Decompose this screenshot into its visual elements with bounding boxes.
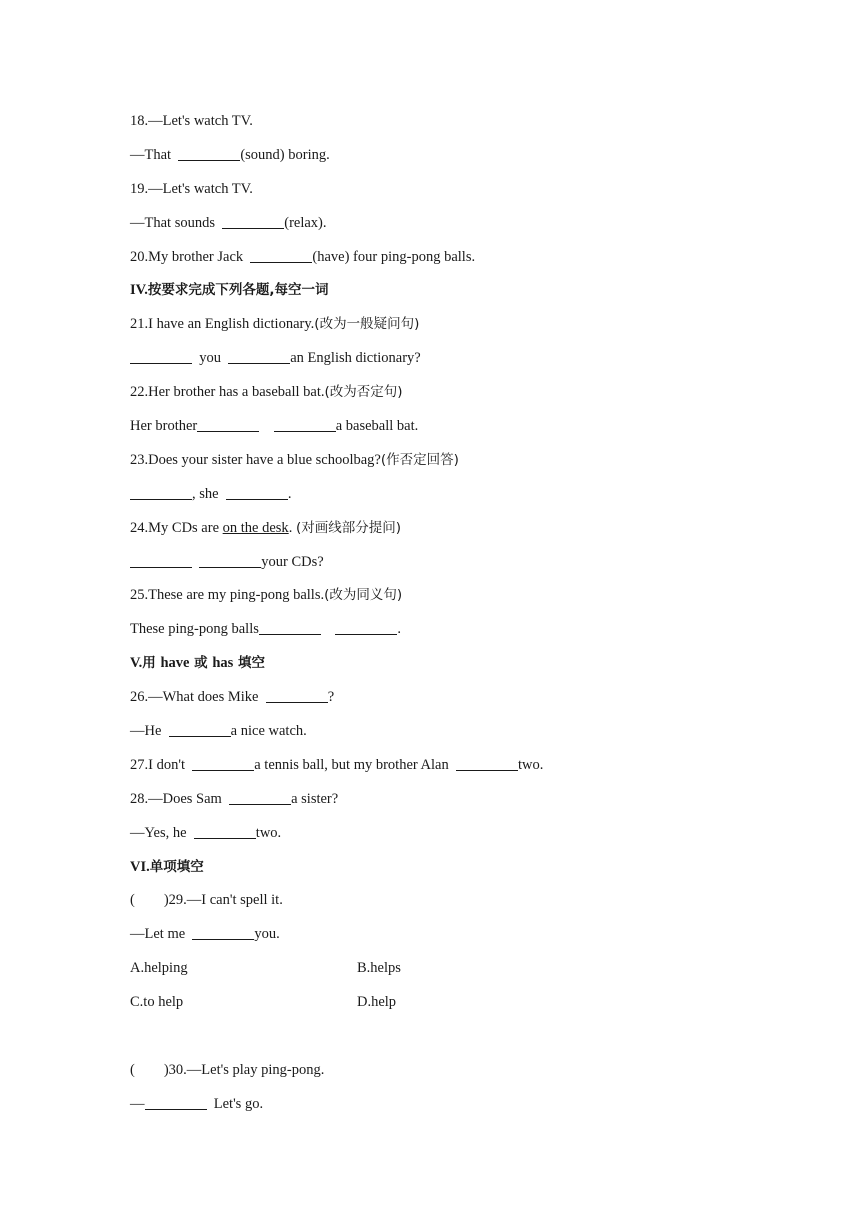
answer-blank[interactable] [335,619,397,635]
q24-line2 [130,552,810,586]
section-number: IV. [130,282,148,299]
spacer [130,1026,810,1060]
q29-text: 29.—I can't spell it. [168,892,283,909]
q19-text: 19.—Let's watch TV. [130,180,253,197]
q21-line2 [130,348,810,382]
q25-text: 25.These are my ping-pong balls. [130,587,325,604]
option-c[interactable]: C.to help [130,994,184,1011]
q22-text: 22.Her brother has a baseball bat. [130,384,325,401]
q21-text: 21.I have an English dictionary. [130,316,315,333]
q25-line2 [130,619,810,653]
answer-blank[interactable] [250,247,312,263]
q20-pre: 20.My brother Jack [130,248,251,265]
q19-post: (relax). [284,214,327,231]
q24-mid [192,552,199,572]
answer-blank[interactable] [222,213,284,229]
section-title-part: 填空 [233,655,266,672]
q27-mid: a tennis ball, but my brother Alan [254,756,456,773]
option-a[interactable]: A.helping [130,960,188,977]
q27-post: two. [518,756,544,773]
answer-blank[interactable] [192,755,254,771]
section-heading-vi [130,857,810,891]
q19-line1 [130,179,810,213]
q19-pre: —That sounds [130,214,223,231]
section-title: 按要求完成下列各题,每空一词 [147,282,329,299]
q23-text: 23.Does your sister have a blue schoolbag? [130,451,381,468]
q27-pre: 27.I don't [130,756,193,773]
q20-post: (have) four ping-pong balls. [312,248,476,265]
q20-line [130,247,810,281]
q24-post2: your CDs? [261,553,324,570]
worksheet-page [130,111,810,1128]
q25-line1 [130,585,810,619]
section-title-part: has [212,655,234,672]
q25-mid [321,619,336,639]
q21-line1 [130,314,810,348]
q18-pre: —That [130,146,179,163]
q28-post: a sister? [291,790,339,807]
q23-instruction: (作否定回答) [380,451,459,468]
q18-line2 [130,145,810,179]
q23-line1 [130,450,810,484]
section-title-part: have [160,655,190,672]
q28-post2: two. [255,824,282,841]
q21-mid: you [192,350,229,367]
q28-line1 [130,789,810,823]
q26-line1 [130,687,810,721]
q22-post: a baseball bat. [335,418,419,435]
q30-text: 30.—Let's play ping-pong. [168,1061,325,1078]
section-heading-v [130,653,810,687]
q24-underlined: on the desk [222,519,289,536]
q24-instruction: (对画线部分提问) [295,519,401,536]
q22-mid [259,416,274,436]
q24-line1 [130,518,810,552]
section-title: 单项填空 [149,858,204,875]
q30-line1 [130,1060,810,1094]
answer-blank[interactable] [228,348,290,364]
answer-blank[interactable] [194,823,256,839]
answer-blank[interactable] [130,552,192,568]
answer-blank[interactable] [178,145,240,161]
q29-options-row2 [130,992,810,1026]
q26-pre2: —He [130,723,169,740]
answer-blank[interactable] [456,755,518,771]
q29-options-row1 [130,958,810,992]
q29-post2: you. [254,926,280,943]
q18-line1 [130,111,810,145]
q24-pre: 24.My CDs are [130,519,223,536]
q29-pre2: —Let me [130,926,193,943]
q18-post: (sound) boring. [240,146,330,163]
q27-line [130,755,810,789]
q28-pre2: —Yes, he [130,824,194,841]
q23-mid: , she [192,485,226,502]
option-d[interactable]: D.help [357,994,397,1011]
answer-blank[interactable] [229,789,291,805]
q21-instruction: (改为一般疑问句) [314,316,420,333]
q18-text: 18.—Let's watch TV. [130,113,253,129]
section-title-part: 用 [142,655,161,672]
answer-blank[interactable] [259,619,321,635]
answer-blank[interactable] [197,416,259,432]
answer-blank[interactable] [274,416,336,432]
option-b[interactable]: B.helps [357,960,401,977]
q28-line2 [130,823,810,857]
section-number: V. [130,655,143,672]
q19-line2 [130,213,810,247]
answer-blank[interactable] [266,687,328,703]
q22-pre: Her brother [130,418,198,435]
q22-line2 [130,416,810,450]
q26-pre: 26.—What does Mike [130,689,266,706]
answer-blank[interactable] [199,552,261,568]
q22-line1 [130,382,810,416]
section-number: VI. [130,858,150,875]
q22-instruction: (改为否定句) [324,384,403,401]
q29-line1 [130,890,810,924]
q25-pre: These ping-pong balls [130,621,259,638]
q26-line2 [130,721,810,755]
q30-post2: Let's go. [206,1095,264,1112]
q25-instruction: (改为同义句) [324,587,403,604]
answer-blank[interactable] [145,1094,207,1110]
answer-paren[interactable]: ( ) [130,1061,169,1078]
q26-post2: a nice watch. [230,723,307,740]
section-heading-iv [130,280,810,314]
q21-post: an English dictionary? [290,350,421,367]
answer-blank[interactable] [192,924,254,940]
answer-paren[interactable]: ( ) [130,892,169,909]
q24-post: . [288,519,296,536]
q23-post: . [287,485,292,502]
q25-post: . [397,621,401,638]
q30-pre2: — [130,1095,145,1112]
answer-blank[interactable] [130,484,192,500]
q30-line2 [130,1094,810,1128]
q28-pre: 28.—Does Sam [130,790,230,807]
q29-line2 [130,924,810,958]
answer-blank[interactable] [169,721,231,737]
section-title-part: 或 [189,655,213,672]
q23-line2 [130,484,810,518]
answer-blank[interactable] [226,484,288,500]
answer-blank[interactable] [130,348,192,364]
q26-post: ? [327,689,335,706]
